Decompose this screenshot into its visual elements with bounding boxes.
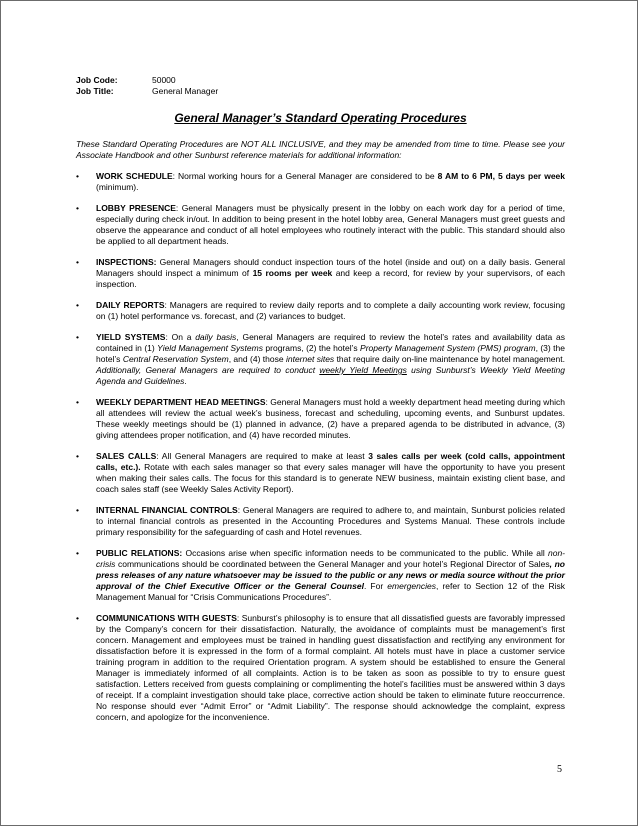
item-label: PUBLIC RELATIONS: (96, 548, 183, 558)
bullet-icon: • (76, 257, 79, 267)
item-text: , refer to Section 12 of the Risk Management Manual for “Crisis Communications Procedures”. (96, 581, 565, 602)
item-text: . For (363, 581, 388, 591)
page-number: 5 (557, 764, 562, 775)
item-label: DAILY REPORTS (96, 300, 165, 310)
item-text: : General Managers must hold a weekly department head meeting during which all attendees will review the actual week’s business, forecast and scheduling, upcoming events, and Sunburst updates. These weekly meetings should be (1) planned in advance, (2) have a prepared agenda to be distributed in advance, (3) giving attendees proper notification, and (4) have recorded minutes. (96, 397, 565, 440)
job-meta (76, 75, 565, 97)
item-text: , (3) the hotel’s (96, 343, 565, 364)
item-italic: Central Reservation System (122, 354, 229, 364)
bullet-icon: • (76, 332, 79, 342)
bullet-icon: • (76, 548, 79, 558)
item-label: WEEKLY DEPARTMENT HEAD MEETINGS (96, 397, 266, 407)
list-item-lobby-presence (76, 203, 565, 247)
bullet-icon: • (76, 300, 79, 310)
item-italic: Additionally, General Managers are required to conduct (96, 365, 320, 375)
list-item-sales-calls (76, 451, 565, 495)
item-bold: 3 sales calls per week (cold calls, appointment calls, etc.). (96, 451, 566, 472)
sop-list (76, 171, 565, 723)
item-text: , General Managers are required to review the hotel’s rates and availability data as contained in (1) (96, 332, 565, 353)
item-text: : Sunburst’s philosophy is to ensure that all dissatisfied guests are favorably impressed by the Company’s concern for their dissatisfaction. Naturally, the avoidance of complaints must be management’s first concern. Management and employees must be trained in handling guest dissatisfaction and rectifying any environment for dissatisfaction before it is expressed in the form of a formal complaint. All hotels must have in place a customer service training program in addition to the required Orientation program. A system should be established to ensure the General Manager is immediately informed of all complaints. Action is to be taken as soon as possible to try to ensure guest satisfaction. Letters received from guests complaining or complimenting the hotel’s facilities must be answered within 3 days of receipt. If a complaint investigation should take place, corrective action should be taken to eliminate future reoccurrence. No response should ever “Admit Error” or “Admit Liability”. The response should acknowledge the complaint, express concern, and apologize for the inconvenience. (96, 613, 565, 722)
item-italic: daily basis (195, 332, 237, 342)
item-text: communications should be coordinated between the General Manager and your hotel’s Regional Director of Sales (115, 559, 550, 569)
item-text: : General Managers are required to adhere to, and maintain, Sunburst policies related to internal financial controls as presented in the Accounting Procedures and Systems Manual. These controls include primary responsibility for the safeguarding of cash and Hotel revenues. (96, 505, 565, 537)
bullet-icon: • (76, 613, 79, 623)
item-bold: 8 AM to 6 PM, 5 days per week (437, 171, 566, 181)
page-content (76, 75, 565, 733)
bullet-icon: • (76, 505, 79, 515)
item-label: YIELD SYSTEMS (96, 332, 166, 342)
item-text: : All General Managers are required to make at least (156, 451, 369, 461)
item-bold: 15 rooms per week (252, 268, 333, 278)
list-item-yield-systems (76, 332, 565, 387)
bullet-icon: • (76, 203, 79, 213)
item-text: that require daily on-line maintenance by hotel management. (334, 354, 565, 364)
list-item-weekly-department-head-meetings (76, 397, 565, 441)
item-text: : General Managers must be physically present in the lobby on each work day for a period of time, especially during check in/out. In addition to being present in the hotel lobby area, General Managers must greet guests and observe the appearance and conduct of all hotel employees who routinely interact with the public. This standard should also be applied to all department heads. (96, 203, 565, 246)
list-item-communications-with-guests (76, 613, 565, 723)
item-text: Rotate with each sales manager so that every sales manager will have the opportunity to have you present when making their sales calls. The focus for this standard is to generate NEW business, maintain existing client base, and coach sales staff (see Weekly Sales Activity Report). (96, 462, 566, 494)
job-title-value: General Manager (152, 86, 219, 96)
item-text: : Normal working hours for a General Manager are considered to be (172, 171, 438, 181)
bullet-icon: • (76, 397, 79, 407)
item-italic: Property Management System (PMS) program (360, 343, 536, 353)
bullet-icon: • (76, 451, 79, 461)
item-label: INTERNAL FINANCIAL CONTROLS (96, 505, 238, 515)
item-text: (minimum). (96, 182, 139, 192)
item-text: . (184, 376, 187, 386)
job-code-label: Job Code: (76, 75, 118, 85)
job-code-value: 50000 (152, 75, 176, 85)
item-italic: internet sites (285, 354, 335, 364)
intro-paragraph: These Standard Operating Procedures are NOT ALL INCLUSIVE, and they may be amended from time to time. Please see your Associate Handbook and other Sunburst reference materials for additional information: (76, 139, 565, 160)
list-item-internal-financial-controls (76, 505, 565, 538)
item-italic: emergencies (387, 581, 436, 591)
item-label: LOBBY PRESENCE (96, 203, 176, 213)
item-label: WORK SCHEDULE (96, 171, 173, 181)
item-text: , and (4) those (228, 354, 286, 364)
item-text: : On a (165, 332, 196, 342)
item-italic: non-crisis (96, 548, 565, 569)
list-item-public-relations (76, 548, 565, 603)
item-label: SALES CALLS (96, 451, 157, 461)
bullet-icon: • (76, 171, 79, 181)
list-item-daily-reports (76, 300, 565, 322)
list-item-work-schedule (76, 171, 565, 193)
item-bold-italic: , no press releases of any nature whatsoever may be issued to the public or any news or media source without the prior approval of the Chief Executive Officer or the General Counsel (96, 559, 565, 591)
item-text: Occasions arise when specific information needs to be communicated to the public. While all (182, 548, 548, 558)
job-title-label: Job Title: (76, 86, 114, 96)
item-text: : Managers are required to review daily reports and to complete a daily accounting work review, focusing on (1) hotel performance vs. forecast, and (2) variances to budget. (96, 300, 565, 321)
item-text: programs, (2) the hotel’s (262, 343, 361, 353)
item-italic-underline: weekly Yield Meetings (319, 365, 407, 375)
item-italic: using Sunburst’s Weekly Yield Meeting Agenda and Guidelines (96, 365, 565, 386)
item-label: COMMUNICATIONS WITH GUESTS (96, 613, 237, 623)
document-title: General Manager’s Standard Operating Procedures (174, 111, 467, 125)
item-text: General Managers should conduct inspection tours of the hotel (inside and out) on a daily basis. General Managers should inspect a minimum of (96, 257, 565, 278)
item-label: INSPECTIONS: (96, 257, 157, 267)
list-item-inspections (76, 257, 565, 290)
item-italic: Yield Management Systems (157, 343, 263, 353)
item-text: and keep a record, for review by your supervisors, of each inspection. (96, 268, 565, 289)
